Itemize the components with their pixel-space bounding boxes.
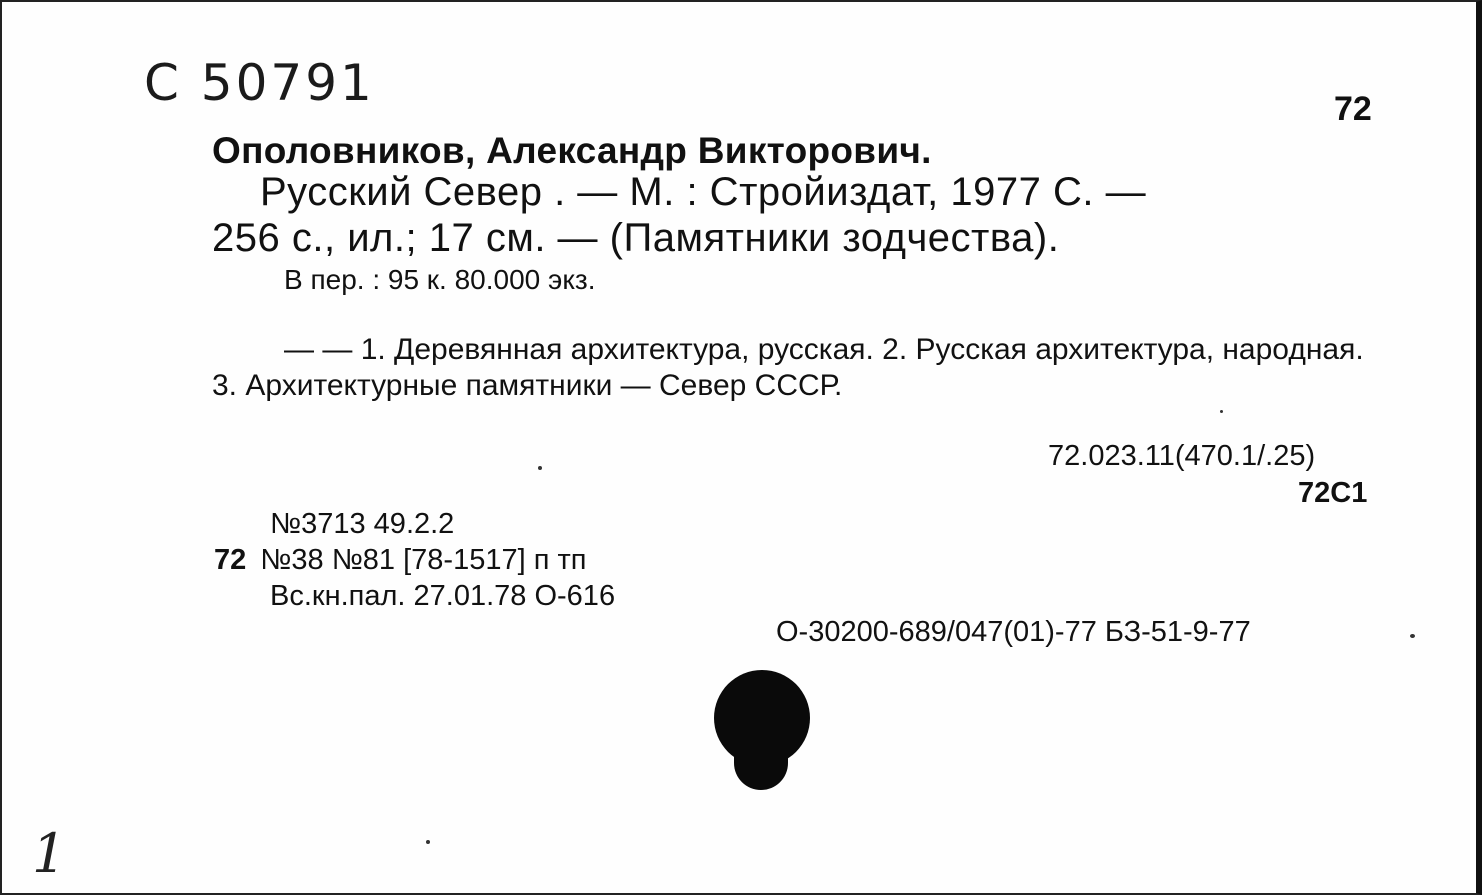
bbk-index: 72С1 (1298, 477, 1368, 509)
title-line-2: 256 с., ил.; 17 см. — (Памятники зодчества). (212, 216, 1060, 260)
subject-text: 1. Деревянная архитектура, русская. 2. Русская архитектура, народная. 3. Архитектурные памятники — Север СССР. (212, 333, 1364, 402)
ink-speck (1410, 634, 1415, 638)
registration-line-2 (214, 544, 586, 577)
publisher-code: О-30200-689/047(01)-77 БЗ-51-9-77 (776, 616, 1251, 648)
registration-line-1: №3713 49.2.2 (270, 508, 455, 540)
card-punch-hole-tail (734, 754, 788, 790)
handwritten-corner-mark: 1 (32, 822, 67, 885)
registration-text: №38 №8⁠1 [78-1517] п тп (260, 544, 587, 576)
ink-speck (426, 840, 430, 844)
subject-dashes: — — (284, 333, 353, 366)
subject-headings (212, 332, 1382, 404)
registration-line-3: Вс.кн.пал. 27.01.78 О-616 (270, 580, 616, 612)
ink-speck (1220, 410, 1223, 413)
author-heading: Ополовников, Александр Викторович. (212, 130, 932, 171)
price-and-print-run: В пер. : 95 к. 80.000 экз. (284, 264, 596, 295)
title-line-1: Русский Север . — М. : Стройиздат, 1977 С. — (260, 170, 1147, 214)
handwritten-shelf-number: С 50791 (144, 54, 375, 112)
udc-index: 72.023.11(470.1/.25) (1048, 440, 1316, 472)
registration-prefix: 72 (214, 544, 247, 576)
card-punch-hole (714, 670, 810, 766)
classification-index-top: 72 (1334, 90, 1372, 128)
ink-speck (538, 466, 542, 470)
